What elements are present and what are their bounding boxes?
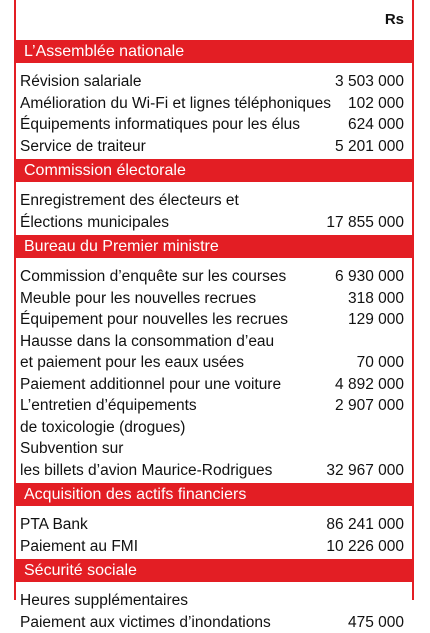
row-label: de toxicologie (drogues) [20, 417, 400, 439]
row-label: Paiement au FMI [20, 536, 322, 558]
row-label: Élections municipales [20, 212, 322, 234]
row-label: Équipements informatiques pour les élus [20, 114, 344, 136]
budget-row [16, 395, 412, 417]
budget-row [16, 71, 412, 93]
budget-row [16, 352, 412, 374]
budget-row [16, 590, 412, 612]
row-amount: 70 000 [353, 352, 404, 374]
row-label: les billets d’avion Maurice-Rodrigues [20, 460, 322, 482]
budget-row [16, 288, 412, 310]
budget-row [16, 460, 412, 482]
section-title: Bureau du Premier ministre [16, 235, 412, 258]
budget-row [16, 266, 412, 288]
budget-section [16, 159, 412, 233]
budget-row [16, 536, 412, 558]
row-label: et paiement pour les eaux usées [20, 352, 353, 374]
currency-header: Rs [16, 0, 412, 40]
row-label: Amélioration du Wi-Fi et lignes téléphoniques [20, 93, 344, 115]
row-amount: 129 000 [344, 309, 404, 331]
budget-section [16, 559, 412, 633]
row-amount: 10 226 000 [322, 536, 404, 558]
row-label: Équipement pour nouvelles les recrues [20, 309, 344, 331]
section-title: Sécurité sociale [16, 559, 412, 582]
row-amount [400, 331, 404, 353]
row-label: Révision salariale [20, 71, 331, 93]
row-label: L’entretien d’équipements [20, 395, 331, 417]
row-amount: 6 930 000 [331, 266, 404, 288]
budget-row [16, 331, 412, 353]
row-amount: 2 907 000 [331, 395, 404, 417]
row-label: Meuble pour les nouvelles recrues [20, 288, 344, 310]
budget-row [16, 136, 412, 158]
budget-row [16, 212, 412, 234]
budget-document [14, 0, 414, 600]
row-amount: 318 000 [344, 288, 404, 310]
row-amount [400, 438, 404, 460]
budget-row [16, 374, 412, 396]
row-amount: 475 000 [344, 612, 404, 633]
budget-row [16, 417, 412, 439]
budget-row [16, 612, 412, 633]
budget-row [16, 438, 412, 460]
budget-section [16, 40, 412, 157]
row-amount: 102 000 [344, 93, 404, 115]
row-label: Heures supplémentaires [20, 590, 400, 612]
row-label: Service de traiteur [20, 136, 331, 158]
budget-section [16, 235, 412, 481]
row-amount: 624 000 [344, 114, 404, 136]
row-label: PTA Bank [20, 514, 322, 536]
row-label: Subvention sur [20, 438, 400, 460]
budget-row [16, 309, 412, 331]
budget-row [16, 114, 412, 136]
row-amount: 17 855 000 [322, 212, 404, 234]
section-title: Commission électorale [16, 159, 412, 182]
budget-row [16, 190, 412, 212]
row-amount: 4 892 000 [331, 374, 404, 396]
section-title: L’Assemblée nationale [16, 40, 412, 63]
sections-container [16, 40, 412, 633]
budget-row [16, 514, 412, 536]
row-amount [400, 590, 404, 612]
row-amount [400, 190, 404, 212]
row-amount: 32 967 000 [322, 460, 404, 482]
row-label: Commission d’enquête sur les courses [20, 266, 331, 288]
row-label: Enregistrement des électeurs et [20, 190, 400, 212]
row-amount: 5 201 000 [331, 136, 404, 158]
budget-section [16, 483, 412, 557]
row-label: Paiement additionnel pour une voiture [20, 374, 331, 396]
row-label: Hausse dans la consommation d’eau [20, 331, 400, 353]
row-amount: 86 241 000 [322, 514, 404, 536]
row-amount: 3 503 000 [331, 71, 404, 93]
budget-row [16, 93, 412, 115]
row-amount [400, 417, 404, 439]
section-title: Acquisition des actifs financiers [16, 483, 412, 506]
row-label: Paiement aux victimes d’inondations [20, 612, 344, 633]
